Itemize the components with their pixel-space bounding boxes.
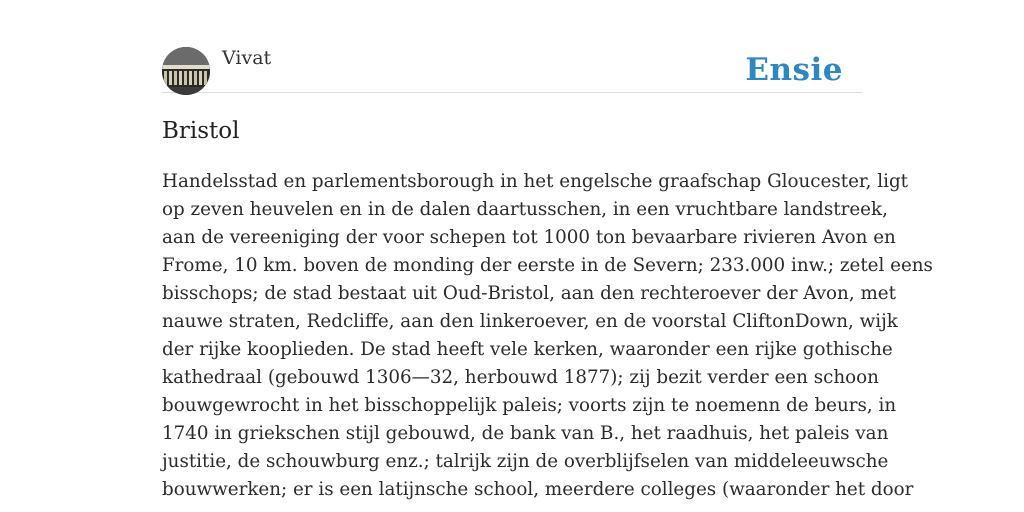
article-body-line: kathedraal (gebouwd 1306—32, herbouwd 1877); zij bezit verder een schoon xyxy=(162,367,879,388)
author-name-link[interactable]: Vivat xyxy=(222,47,272,69)
article-body-line: 1740 in griekschen stijl gebouwd, de bank van B., het raadhuis, het paleis van xyxy=(162,423,889,444)
article-title: Bristol xyxy=(162,118,240,144)
article-body-line: op zeven heuvelen en in de dalen daartusschen, in een vruchtbare landstreek, xyxy=(162,199,888,220)
article-body-line: justitie, de schouwburg enz.; talrijk zijn de overblijfselen van middeleeuwsche xyxy=(162,451,889,472)
article-body-line: bisschops; de stad bestaat uit Oud-Bristol, aan den rechteroever der Avon, met xyxy=(162,283,896,304)
ensie-logo-link[interactable]: Ensie xyxy=(745,52,843,88)
article-body-line: bouwgewrocht in het bisschoppelijk paleis; voorts zijn te noemenn de beurs, in xyxy=(162,395,897,416)
author-avatar[interactable] xyxy=(162,47,210,95)
article-header xyxy=(162,46,862,93)
article-body-line: nauwe straten, Redcliffe, aan den linkeroever, en de voorstal CliftonDown, wijk xyxy=(162,311,898,332)
article-body-line: aan de vereeniging der voor schepen tot 1000 ton bevaarbare rivieren Avon en xyxy=(162,227,896,248)
article-page xyxy=(162,0,933,512)
article-body xyxy=(162,168,933,504)
article-body-line: Frome, 10 km. boven de monding der eerste in de Severn; 233.000 inw.; zetel eens xyxy=(162,255,933,276)
article-body-line: der rijke kooplieden. De stad heeft vele kerken, waaronder een rijke gothische xyxy=(162,339,893,360)
article-body-line: bouwwerken; er is een latijnsche school, meerdere colleges (waaronder het door xyxy=(162,479,914,500)
avatar-image xyxy=(162,47,210,95)
article-body-line: Handelsstad en parlementsborough in het engelsche graafschap Gloucester, ligt xyxy=(162,171,908,192)
